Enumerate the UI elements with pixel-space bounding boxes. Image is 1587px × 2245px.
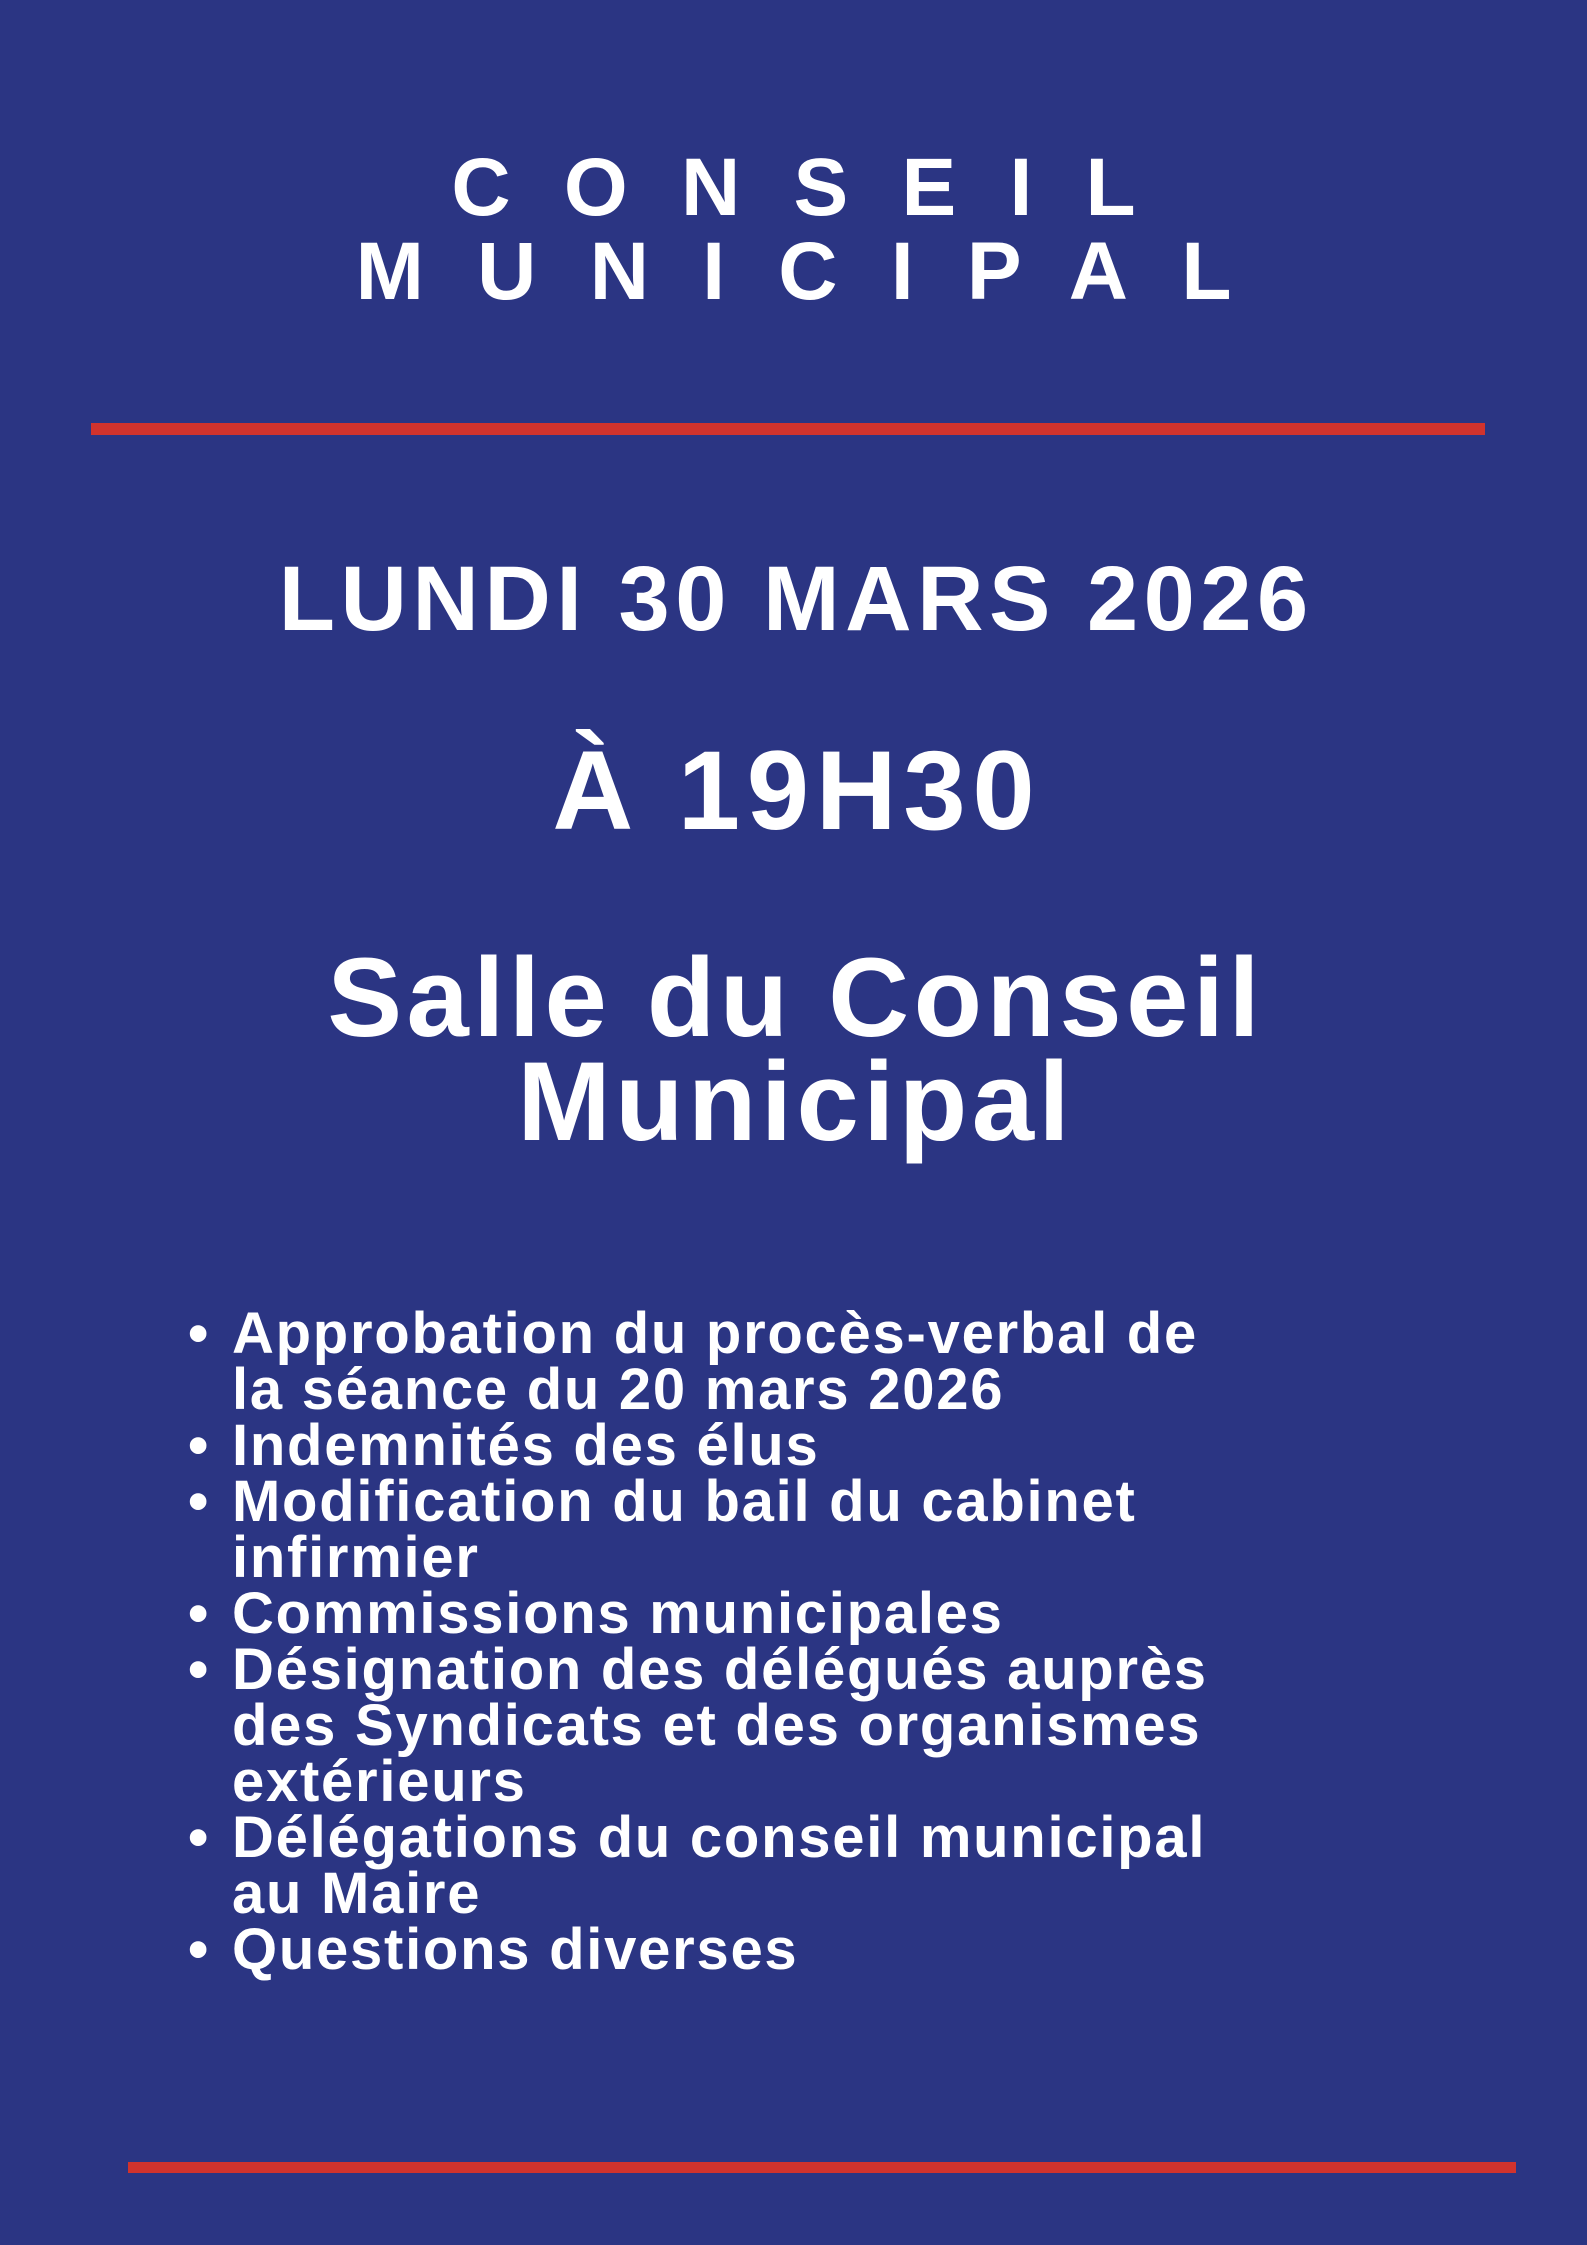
agenda-item-3 [188, 1469, 1208, 1534]
agenda-item-6-continuation [232, 1861, 1208, 1926]
agenda-item-6-line-2: au Maire [232, 1861, 482, 1926]
agenda-item-2-line-1: Indemnités des élus [232, 1413, 820, 1478]
agenda-item-6 [188, 1805, 1208, 1870]
meeting-venue [0, 935, 1587, 1164]
agenda-item-1-line-1: Approbation du procès-verbal de [232, 1301, 1198, 1366]
bullet-icon: • [188, 1917, 211, 1982]
agenda-item-2 [188, 1413, 1208, 1478]
bullet-icon: • [188, 1581, 211, 1646]
poster-title [0, 142, 1587, 317]
agenda-item-1-line-2: la séance du 20 mars 2026 [232, 1357, 1005, 1422]
agenda-item-4 [188, 1581, 1208, 1646]
agenda-item-3-continuation [232, 1525, 1208, 1590]
poster-title-line1: CONSEIL [451, 142, 1189, 233]
bullet-icon: • [188, 1469, 211, 1534]
agenda-item-5-continuation [232, 1749, 1208, 1814]
agenda-item-7 [188, 1917, 1208, 1982]
meeting-time: À 19H30 [552, 728, 1042, 853]
meeting-date: LUNDI 30 MARS 2026 [278, 548, 1314, 650]
agenda-item-4-line-1: Commissions municipales [232, 1581, 1004, 1646]
agenda-item-1 [188, 1301, 1208, 1366]
agenda-item-6-line-1: Délégations du conseil municipal [232, 1805, 1207, 1870]
bullet-icon: • [188, 1301, 211, 1366]
bullet-icon: • [188, 1413, 211, 1478]
agenda-item-5 [188, 1637, 1208, 1702]
agenda-list [188, 1301, 1208, 1982]
top-divider-rule [91, 423, 1485, 435]
bottom-divider-rule [128, 2162, 1516, 2173]
agenda-item-5-line-2: des Syndicats et des organismes [232, 1693, 1202, 1758]
agenda-item-5-line-1: Désignation des délégués auprès [232, 1637, 1208, 1702]
meeting-venue-line2: Municipal [517, 1039, 1075, 1164]
agenda-item-3-line-1: Modification du bail du cabinet [232, 1469, 1137, 1534]
agenda-item-5-continuation [232, 1693, 1208, 1758]
bullet-icon: • [188, 1637, 211, 1702]
agenda-item-3-line-2: infirmier [232, 1525, 480, 1590]
agenda-item-5-line-3: extérieurs [232, 1749, 527, 1814]
poster-title-line2: MUNICIPAL [355, 226, 1285, 317]
agenda-item-1-continuation [232, 1357, 1208, 1422]
meeting-venue-line1: Salle du Conseil [327, 935, 1265, 1060]
agenda-item-7-line-1: Questions diverses [232, 1917, 799, 1982]
bullet-icon: • [188, 1805, 211, 1870]
